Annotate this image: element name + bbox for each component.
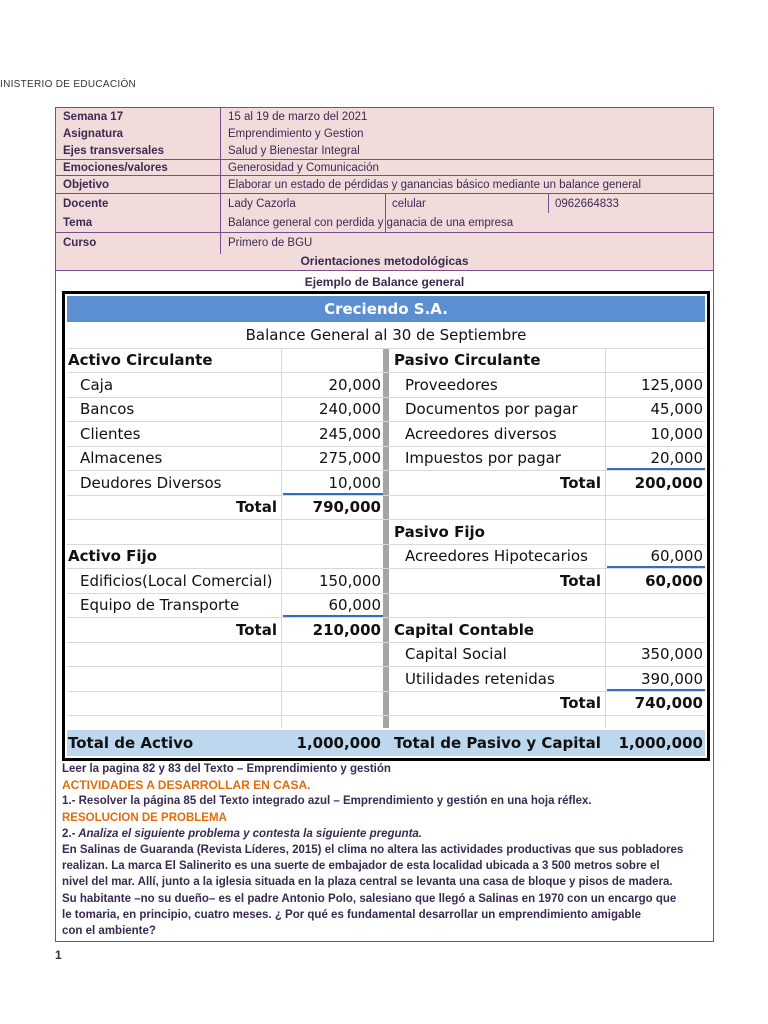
line-item-label: Proveedores	[405, 376, 498, 394]
line-item-label: Clientes	[80, 425, 141, 443]
total-label: Total	[560, 572, 601, 590]
line-item-value: 275,000	[318, 449, 381, 467]
line-item-label: Edificios(Local Comercial)	[80, 572, 273, 590]
orientaciones-heading: Orientaciones metodológicas	[300, 254, 469, 268]
total-activo-label: Total de Activo	[68, 734, 194, 752]
ejes-value: Salud y Bienestar Integral	[228, 145, 360, 157]
line-item-value: 350,000	[640, 645, 703, 663]
activo-circulante-title: Activo Circulante	[68, 351, 213, 369]
paragraph-line: En Salinas de Guaranda (Revista Líderes, 2015) el clima no altera las actividades productivas que sus pobladores	[62, 844, 684, 857]
column-divider	[383, 348, 389, 728]
line-item-value: 240,000	[318, 400, 381, 418]
ejemplo-heading: Ejemplo de Balance general	[304, 275, 465, 289]
activities-heading: ACTIVIDADES A DESARROLLAR EN CASA.	[62, 778, 311, 793]
line-item-value: 125,000	[640, 376, 703, 394]
total-label: Total	[236, 498, 277, 516]
reading-instruction: Leer la pagina 82 y 83 del Texto – Emprendimiento y gestión	[62, 763, 391, 775]
celular-value: 0962664833	[555, 198, 619, 210]
paragraph-line: le tomaria, en principio, cuatro meses. ¿ Por qué es fundamental desarrollar un emprendimiento amigable	[62, 908, 641, 921]
problem-heading: RESOLUCION DE PROBLEMA	[62, 811, 227, 824]
line-item-label: Deudores Diversos	[80, 474, 222, 492]
emociones-label: Emociones/valores	[63, 162, 168, 174]
line-item-value: 390,000	[640, 670, 703, 688]
objetivo-label: Objetivo	[63, 179, 110, 191]
total-label: Total	[560, 474, 601, 492]
line-item-label: Almacenes	[80, 449, 163, 467]
pasivo-fijo-total: 60,000	[645, 572, 703, 590]
page-number: 1	[55, 948, 62, 962]
activity-1: 1.- Resolver la página 85 del Texto integrado azul – Emprendimiento y gestión en una hoja réflex.	[62, 795, 592, 808]
activity-2-number: 2.-	[62, 827, 76, 840]
curso-label: Curso	[63, 237, 97, 249]
line-item-value: 45,000	[650, 400, 703, 418]
paragraph-line: con el ambiente?	[62, 925, 156, 938]
totals-row	[67, 730, 705, 756]
activities-section	[62, 761, 712, 939]
total-label: Total	[236, 621, 277, 639]
document-frame	[55, 107, 714, 942]
paragraph-line: realizan. La marca El Salinerito es una suerte de embajador de esta localidad ubicada a 3 500 metros sobre el	[62, 860, 660, 873]
activo-fijo-total: 210,000	[312, 621, 381, 639]
asignatura-value: Emprendimiento y Gestion	[228, 128, 364, 140]
pasivo-fijo-title: Pasivo Fijo	[394, 523, 485, 541]
company-name: Creciendo S.A.	[67, 296, 705, 322]
balance-subtitle: Balance General al 30 de Septiembre	[245, 326, 527, 344]
pasivo-circulante-title: Pasivo Circulante	[394, 351, 541, 369]
semana-value: 15 al 19 de marzo del 2021	[228, 111, 368, 123]
capital-title: Capital Contable	[394, 621, 535, 639]
total-pasivo-label: Total de Pasivo y Capital	[394, 734, 601, 752]
line-item-value: 60,000	[328, 596, 381, 614]
curso-value: Primero de BGU	[228, 237, 313, 249]
line-item-label: Acreedores diversos	[405, 425, 557, 443]
total-label: Total	[560, 694, 601, 712]
line-item-value: 20,000	[650, 449, 703, 467]
pasivo-circulante-total: 200,000	[634, 474, 703, 492]
tema-label: Tema	[63, 217, 93, 229]
line-item-label: Capital Social	[405, 645, 507, 663]
tema-value: Balance general con perdida y ganacia de una empresa	[228, 217, 514, 229]
line-item-value: 10,000	[650, 425, 703, 443]
activo-circulante-total: 790,000	[312, 498, 381, 516]
line-item-label: Equipo de Transporte	[80, 596, 240, 614]
line-item-label: Caja	[80, 376, 114, 394]
paragraph-line: nivel del mar. Allí, junto a la iglesia situada en la plaza central se levanta una casa de bloque y pisos de madera.	[62, 876, 673, 889]
line-item-value: 245,000	[318, 425, 381, 443]
info-table	[56, 108, 713, 271]
celular-label: celular	[392, 198, 426, 210]
problem-paragraph	[62, 842, 712, 939]
activity-2-text: Analiza el siguiente problema y contesta la siguiente pregunta.	[75, 827, 422, 840]
line-item-label: Documentos por pagar	[405, 400, 578, 418]
docente-value: Lady Cazorla	[228, 198, 296, 210]
objetivo-value: Elaborar un estado de pérdidas y ganancias básico mediante un balance general	[228, 179, 642, 191]
semana-label: Semana 17	[63, 111, 124, 123]
balance-sheet	[62, 291, 710, 761]
capital-total: 740,000	[634, 694, 703, 712]
paragraph-line: Su habitante –no su dueño– es el padre Antonio Polo, salesiano que llegó a Salinas en 1970 con un encargo que	[62, 892, 677, 905]
emociones-value: Generosidad y Comunicación	[228, 162, 379, 174]
total-pasivo-value: 1,000,000	[618, 734, 703, 752]
line-item-value: 10,000	[328, 474, 381, 492]
activo-fijo-title: Activo Fijo	[68, 547, 157, 565]
ministry-header: INISTERIO DE EDUCACIÓN	[0, 79, 137, 90]
activity-2	[62, 826, 712, 842]
ejes-label: Ejes transversales	[63, 145, 165, 157]
asignatura-label: Asignatura	[63, 128, 124, 140]
line-item-label: Utilidades retenidas	[405, 670, 555, 688]
line-item-value: 20,000	[328, 376, 381, 394]
total-activo-value: 1,000,000	[296, 734, 381, 752]
line-item-label: Acreedores Hipotecarios	[405, 547, 588, 565]
docente-label: Docente	[63, 198, 109, 210]
line-item-value: 60,000	[650, 547, 703, 565]
line-item-label: Impuestos por pagar	[405, 449, 561, 467]
line-item-value: 150,000	[318, 572, 381, 590]
line-item-label: Bancos	[80, 400, 135, 418]
